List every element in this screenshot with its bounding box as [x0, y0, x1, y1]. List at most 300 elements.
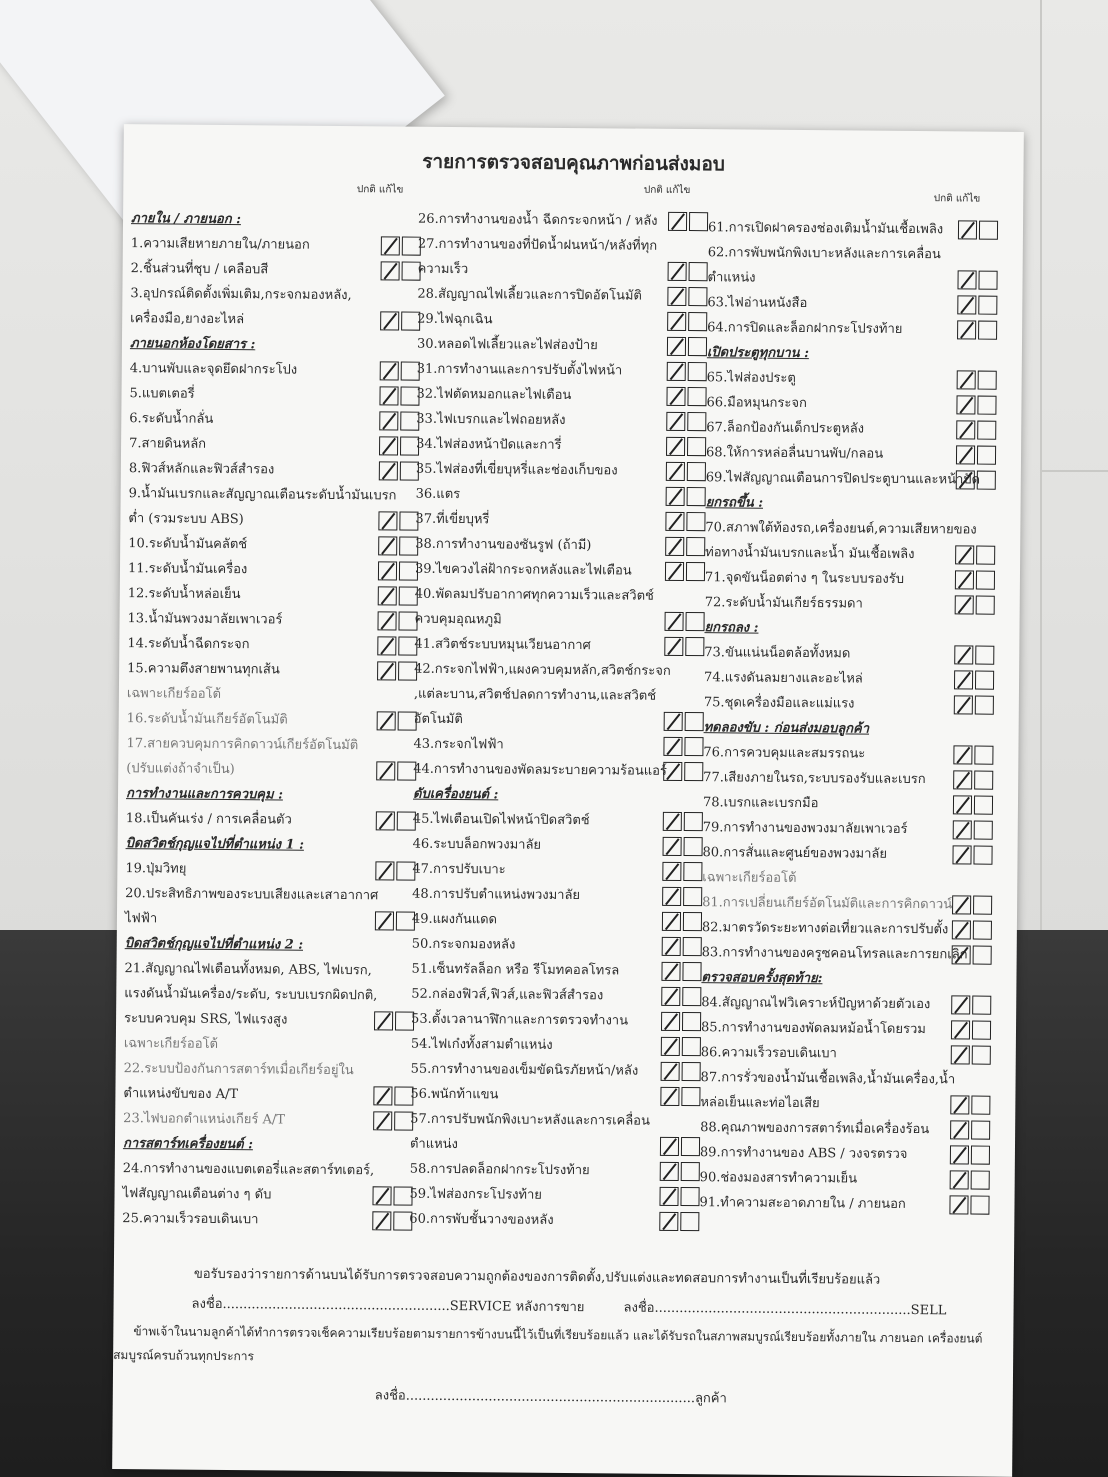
normal-checkbox[interactable] — [663, 737, 682, 756]
fix-checkbox[interactable] — [976, 596, 995, 615]
fix-checkbox[interactable] — [686, 537, 705, 556]
checkbox-pair — [956, 420, 996, 439]
normal-checkbox[interactable] — [957, 320, 976, 339]
fix-checkbox[interactable] — [687, 487, 706, 506]
checklist-item-text: 72.ระดับน้ำมันเกียร์ธรรมดา — [704, 595, 863, 612]
checkbox-pair — [956, 445, 996, 464]
checklist-item-text: ไฟฟ้า — [124, 911, 158, 927]
normal-checkbox[interactable] — [951, 1020, 970, 1039]
checklist-item-text: 53.ตั้งเวลานาฬิกาและการตรวจทำงาน — [411, 1011, 629, 1029]
checklist-item — [126, 731, 416, 759]
fix-checkbox[interactable] — [680, 1212, 699, 1231]
fix-checkbox[interactable] — [686, 512, 705, 531]
fix-checkbox[interactable] — [681, 1137, 700, 1156]
checkbox-pair — [953, 820, 993, 839]
fix-checkbox[interactable] — [972, 1021, 991, 1040]
fix-checkbox[interactable] — [979, 221, 998, 240]
normal-checkbox[interactable] — [956, 470, 975, 489]
normal-checkbox[interactable] — [659, 1187, 678, 1206]
normal-checkbox[interactable] — [952, 845, 971, 864]
normal-checkbox[interactable] — [952, 920, 971, 939]
checklist-item-text: 56.พนักท้าแขน — [410, 1086, 499, 1103]
checklist-item — [708, 215, 998, 243]
checklist-item — [124, 1006, 414, 1034]
normal-checkbox[interactable] — [951, 1045, 970, 1064]
normal-checkbox[interactable] — [954, 645, 973, 664]
fix-checkbox[interactable] — [975, 696, 994, 715]
checklist-item-text: 82.มาตรวัดระยะทางต่อเที่ยวและการปรับตั้ง — [701, 920, 949, 938]
checklist-item — [130, 281, 420, 309]
normal-checkbox[interactable] — [957, 370, 976, 389]
checklist-item-text: 50.กระจกมองหลัง — [411, 936, 516, 953]
normal-checkbox[interactable] — [666, 487, 685, 506]
fix-checkbox[interactable] — [974, 746, 993, 765]
normal-checkbox[interactable] — [377, 711, 396, 730]
normal-checkbox[interactable] — [662, 887, 681, 906]
fix-checkbox[interactable] — [688, 337, 707, 356]
checklist-item-text: 70.สภาพใต้ท้องรถ,เครื่องยนต์,ความเสียหายของ — [705, 520, 977, 538]
checklist-item-text: 86.ความเร็วรอบเดินเบา — [700, 1045, 837, 1062]
checklist-item-text: เครื่องมือ,ยางอะไหล่ — [130, 311, 245, 328]
normal-checkbox[interactable] — [665, 537, 684, 556]
normal-checkbox[interactable] — [662, 862, 681, 881]
checklist-item-text: 31.การทำงานและการปรับตั้งไฟหน้า — [416, 361, 623, 379]
checklist-item-text: 41.สวิตช์ระบบหมุนเวียนอากาศ — [414, 636, 591, 654]
checklist-item-text: 40.พัดลมปรับอากาศทุกความเร็วและสวิตช์ — [414, 586, 654, 604]
normal-checkbox[interactable] — [666, 437, 685, 456]
normal-checkbox[interactable] — [373, 1086, 392, 1105]
checklist-item-text: 58.การปลดล็อกฝากระโปรงท้าย — [409, 1161, 590, 1179]
checklist-item-text: 2.ชิ้นส่วนที่ชุบ / เคลือบสี — [130, 261, 269, 278]
normal-checkbox[interactable] — [666, 462, 685, 481]
section-heading-text: การทำงานและการควบคุม : — [125, 786, 283, 803]
checklist-item-text: 10.ระดับน้ำมันคลัตช์ — [128, 536, 248, 553]
normal-checkbox[interactable] — [379, 461, 398, 480]
fix-checkbox[interactable] — [680, 1187, 699, 1206]
checklist-item — [706, 465, 996, 493]
section-heading-text: ยกรถลง : — [704, 620, 759, 636]
fix-checkbox[interactable] — [977, 471, 996, 490]
checklist-item-text: เฉพาะเกียร์ออโต้ — [123, 1036, 219, 1052]
checklist-item — [704, 640, 994, 668]
checkbox-pair — [957, 370, 997, 389]
checklist-item-text: 80.การสั่นและศูนย์ของพวงมาลัย — [702, 845, 888, 862]
checklist-item-text: 37.ที่เขี่ยบุหรี่ — [415, 511, 490, 528]
normal-checkbox[interactable] — [953, 820, 972, 839]
fix-checkbox[interactable] — [973, 896, 992, 915]
checklist-item — [129, 481, 419, 509]
checkbox-pair — [952, 895, 992, 914]
fix-checkbox[interactable] — [978, 371, 997, 390]
normal-checkbox[interactable] — [957, 295, 976, 314]
checkbox-pair — [954, 645, 994, 664]
normal-checkbox[interactable] — [664, 712, 683, 731]
checklist-item — [123, 1156, 413, 1184]
checklist-item — [415, 532, 705, 560]
section-heading-text: เปิดประตูทุกบาน : — [706, 345, 809, 362]
fix-checkbox[interactable] — [978, 271, 997, 290]
normal-checkbox[interactable] — [378, 561, 397, 580]
checkbox-pair — [663, 762, 703, 781]
checklist-item-text: ตำแหน่ง — [409, 1136, 458, 1153]
fix-checkbox[interactable] — [975, 671, 994, 690]
checklist-item-text: 9.น้ำมันเบรกและสัญญาณเตือนระดับน้ำมันเบรก — [128, 486, 397, 504]
normal-checkbox[interactable] — [377, 611, 396, 630]
checklist-item-text: เฉพาะเกียร์ออโต้ — [126, 686, 222, 702]
checklist-item — [417, 307, 707, 335]
normal-checkbox[interactable] — [376, 811, 395, 830]
checkbox-pair — [665, 512, 705, 531]
fix-checkbox[interactable] — [685, 612, 704, 631]
checkbox-pair — [951, 1045, 991, 1064]
normal-checkbox[interactable] — [661, 1012, 680, 1031]
normal-checkbox[interactable] — [373, 1111, 392, 1130]
checkbox-pair — [378, 561, 418, 580]
checklist-item — [411, 1057, 701, 1085]
checklist-item — [131, 256, 421, 284]
checkbox-pair — [664, 712, 704, 731]
tile-line — [1040, 470, 1108, 472]
checklist-item — [704, 690, 994, 718]
normal-checkbox[interactable] — [372, 1211, 391, 1230]
section-heading-text: ดับเครื่องยนต์ : — [412, 786, 499, 803]
fix-checkbox[interactable] — [688, 362, 707, 381]
checkbox-pair — [666, 437, 706, 456]
fix-checkbox[interactable] — [975, 646, 994, 665]
fix-checkbox[interactable] — [971, 1171, 990, 1190]
normal-checkbox[interactable] — [667, 312, 686, 331]
normal-checkbox[interactable] — [955, 545, 974, 564]
fix-checkbox[interactable] — [970, 1196, 989, 1215]
normal-checkbox[interactable] — [663, 762, 682, 781]
normal-checkbox[interactable] — [950, 1145, 969, 1164]
checklist-item — [416, 457, 706, 485]
checklist-item — [701, 1040, 991, 1068]
section-heading — [125, 831, 415, 859]
fix-checkbox[interactable] — [681, 1087, 700, 1106]
normal-checkbox[interactable] — [667, 337, 686, 356]
normal-checkbox[interactable] — [661, 1062, 680, 1081]
fix-checkbox[interactable] — [973, 846, 992, 865]
checklist-item-text: 68.ให้การหล่อลื่นบานพับ/กลอน — [705, 445, 884, 462]
checklist-item — [704, 665, 994, 693]
normal-checkbox[interactable] — [664, 612, 683, 631]
checkbox-pair — [662, 912, 702, 931]
checklist-item — [413, 757, 703, 785]
normal-checkbox[interactable] — [955, 595, 974, 614]
checkbox-pair — [957, 320, 997, 339]
section-heading — [705, 490, 995, 518]
checkbox-pair — [662, 937, 702, 956]
checklist-item — [125, 881, 415, 909]
checklist-item-text: หล่อเย็นและท่อไอเสีย — [700, 1095, 820, 1112]
normal-checkbox[interactable] — [661, 1037, 680, 1056]
checklist-item — [707, 365, 997, 393]
checklist-item-text: 62.การพับพนักพิงเบาะหลังและการเคลื่อน — [707, 245, 941, 263]
fix-checkbox[interactable] — [972, 996, 991, 1015]
section-heading — [126, 781, 416, 809]
fix-checkbox[interactable] — [978, 296, 997, 315]
checklist-item — [703, 765, 993, 793]
checklist-item-text: ต่ำ (รวมระบบ ABS) — [128, 511, 244, 528]
fix-checkbox[interactable] — [687, 437, 706, 456]
fix-checkbox[interactable] — [974, 796, 993, 815]
fix-checkbox[interactable] — [683, 887, 702, 906]
fix-checkbox[interactable] — [971, 1121, 990, 1140]
normal-checkbox[interactable] — [660, 1087, 679, 1106]
normal-checkbox[interactable] — [668, 262, 687, 281]
fix-checkbox[interactable] — [682, 962, 701, 981]
normal-checkbox[interactable] — [666, 387, 685, 406]
checklist-item-text: 79.การทำงานของพวงมาลัยเพาเวอร์ — [702, 820, 908, 837]
checklist-item-text: 49.แผงกันแดด — [411, 911, 498, 928]
normal-checkbox[interactable] — [950, 1120, 969, 1139]
normal-checkbox[interactable] — [958, 220, 977, 239]
normal-checkbox[interactable] — [957, 270, 976, 289]
normal-checkbox[interactable] — [661, 987, 680, 1006]
checklist-item-text: 55.การทำงานของเข็มขัดนิรภัยหน้า/หลัง — [410, 1061, 639, 1079]
checklist-item — [706, 415, 996, 443]
checkbox-pair — [951, 995, 991, 1014]
checklist-item-text: 33.ไฟเบรกและไฟถอยหลัง — [416, 411, 566, 428]
checklist-item-text: 88.คุณภาพของการสตาร์ทเมื่อเครื่องร้อน — [700, 1120, 930, 1138]
checkbox-pair — [666, 412, 706, 431]
fix-checkbox[interactable] — [689, 262, 708, 281]
normal-checkbox[interactable] — [956, 395, 975, 414]
checklist-item-text: 60.การพับชั้นวางของหลัง — [409, 1211, 554, 1228]
checklist-item — [127, 706, 417, 734]
normal-checkbox[interactable] — [663, 812, 682, 831]
checklist-item-text: 21.สัญญาณไฟเตือนทั้งหมด, ABS, ไฟเบรก, — [124, 961, 372, 979]
checklist-item — [411, 1032, 701, 1060]
checklist-item — [699, 1190, 989, 1218]
checklist-item — [413, 807, 703, 835]
normal-checkbox[interactable] — [954, 670, 973, 689]
inspection-checklist-sheet — [112, 124, 1024, 1477]
normal-checkbox[interactable] — [956, 420, 975, 439]
column-1 — [122, 180, 421, 1233]
normal-checkbox[interactable] — [379, 411, 398, 430]
checklist-item — [702, 940, 992, 968]
fix-checkbox[interactable] — [977, 396, 996, 415]
fix-checkbox[interactable] — [971, 1146, 990, 1165]
normal-checkbox[interactable] — [949, 1195, 968, 1214]
fix-checkbox[interactable] — [687, 462, 706, 481]
checklist-item — [700, 1165, 990, 1193]
fix-checkbox[interactable] — [684, 812, 703, 831]
normal-checkbox[interactable] — [663, 837, 682, 856]
checklist-item-text: 81.การเปลี่ยนเกียร์อัตโนมัติและการคิกดาวน์ — [702, 895, 953, 913]
checklist-item-text: 74.แรงดันลมยางและอะไหล่ — [704, 670, 863, 687]
normal-checkbox[interactable] — [953, 795, 972, 814]
checklist-item-text: 43.กระจกไฟฟ้า — [413, 736, 504, 753]
normal-checkbox[interactable] — [666, 412, 685, 431]
fix-checkbox[interactable] — [688, 287, 707, 306]
checkbox-pair — [667, 337, 707, 356]
column-2 — [409, 181, 708, 1234]
normal-checkbox[interactable] — [376, 761, 395, 780]
normal-checkbox[interactable] — [659, 1212, 678, 1231]
normal-checkbox[interactable] — [660, 1137, 679, 1156]
checklist-item-text: ,แต่ละบาน,สวิตช์ปลดการทำงาน,และสวิตช์ — [413, 686, 657, 704]
normal-checkbox[interactable] — [379, 436, 398, 455]
fix-checkbox[interactable] — [684, 762, 703, 781]
fix-checkbox[interactable] — [682, 1062, 701, 1081]
fix-checkbox[interactable] — [681, 1162, 700, 1181]
fix-checkbox[interactable] — [978, 321, 997, 340]
normal-checkbox[interactable] — [952, 945, 971, 964]
checklist-item — [127, 656, 417, 684]
normal-checkbox[interactable] — [381, 236, 400, 255]
fix-checkbox[interactable] — [684, 837, 703, 856]
normal-checkbox[interactable] — [662, 937, 681, 956]
checklist-item-text: 78.เบรกและเบรกมือ — [702, 795, 819, 812]
fix-checkbox[interactable] — [682, 987, 701, 1006]
checkbox-pair — [381, 261, 421, 280]
normal-checkbox[interactable] — [665, 512, 684, 531]
normal-checkbox[interactable] — [952, 895, 971, 914]
checklist-item — [410, 1082, 700, 1110]
checklist-item — [129, 381, 419, 409]
column-3 — [699, 189, 998, 1217]
fix-checkbox[interactable] — [974, 771, 993, 790]
fix-checkbox[interactable] — [976, 546, 995, 565]
checklist-item — [127, 606, 417, 634]
normal-checkbox[interactable] — [377, 661, 396, 680]
fix-checkbox[interactable] — [973, 946, 992, 965]
checklist-item-text: 6.ระดับน้ำกลั่น — [129, 411, 214, 427]
checklist-item-text: 23.ไฟบอกตำแหน่งเกียร์ A/T — [123, 1111, 286, 1128]
checklist-item — [700, 1140, 990, 1168]
normal-checkbox[interactable] — [955, 570, 974, 589]
checkbox-pair — [952, 845, 992, 864]
normal-checkbox[interactable] — [665, 562, 684, 581]
normal-checkbox[interactable] — [956, 445, 975, 464]
fix-checkbox[interactable] — [683, 937, 702, 956]
section-heading — [701, 965, 991, 993]
normal-checkbox[interactable] — [662, 912, 681, 931]
fix-checkbox[interactable] — [973, 921, 992, 940]
checkbox-pair — [950, 1145, 990, 1164]
normal-checkbox[interactable] — [953, 745, 972, 764]
fix-checkbox[interactable] — [683, 862, 702, 881]
normal-checkbox[interactable] — [664, 637, 683, 656]
checklist-item-text: 27.การทำงานของที่ปัดน้ำฝนหน้า/หลังที่ทุก — [417, 236, 658, 254]
normal-checkbox[interactable] — [954, 695, 973, 714]
fix-checkbox[interactable] — [684, 737, 703, 756]
normal-checkbox[interactable] — [375, 861, 394, 880]
checkbox-pair — [668, 262, 708, 281]
checklist-item-text: 26.การทำงานของน้ำ ฉีดกระจกหน้า / หลัง — [418, 211, 658, 229]
normal-checkbox[interactable] — [379, 386, 398, 405]
checklist-item-text: อัตโนมัติ — [413, 711, 463, 728]
checklist-item-text: แรงดันน้ำมันเครื่อง/ระดับ, ระบบเบรกผิดปกติ, — [124, 986, 378, 1004]
normal-checkbox[interactable] — [378, 536, 397, 555]
fix-checkbox[interactable] — [682, 1037, 701, 1056]
checklist-item — [128, 531, 418, 559]
normal-checkbox[interactable] — [378, 511, 397, 530]
checkbox-pair — [953, 745, 993, 764]
checklist-item-text: 12.ระดับน้ำหล่อเย็น — [127, 586, 241, 603]
fix-checkbox[interactable] — [972, 1046, 991, 1065]
checklist-item — [703, 815, 993, 843]
checkbox-pair — [956, 470, 996, 489]
checklist-item-text: 29.ไฟฉุกเฉิน — [417, 311, 493, 328]
fix-checkbox[interactable] — [977, 446, 996, 465]
normal-checkbox[interactable] — [372, 1186, 391, 1205]
normal-checkbox[interactable] — [667, 287, 686, 306]
checkbox-pair — [663, 837, 703, 856]
normal-checkbox[interactable] — [661, 962, 680, 981]
normal-checkbox[interactable] — [380, 361, 399, 380]
fix-checkbox[interactable] — [686, 562, 705, 581]
fix-checkbox[interactable] — [685, 712, 704, 731]
checklist-item — [124, 956, 414, 984]
normal-checkbox[interactable] — [381, 261, 400, 280]
normal-checkbox[interactable] — [375, 911, 394, 930]
checklist-item-text: 4.บานพับและจุดยึดฝากระโปง — [129, 361, 298, 378]
normal-checkbox[interactable] — [377, 636, 396, 655]
normal-checkbox[interactable] — [951, 995, 970, 1014]
checklist-item — [410, 1157, 700, 1185]
checklist-item-text: 16.ระดับน้ำมันเกียร์อัตโนมัติ — [126, 711, 288, 728]
checkbox-pair — [661, 1037, 701, 1056]
checkbox-pair — [377, 611, 417, 630]
section-heading — [125, 931, 415, 959]
normal-checkbox[interactable] — [668, 212, 687, 231]
checklist-item-text: 75.ชุดเครื่องมือและแม่แรง — [703, 695, 855, 712]
checkbox-pair — [375, 861, 415, 880]
checkbox-pair — [374, 1011, 414, 1030]
fix-checkbox[interactable] — [689, 212, 708, 231]
normal-checkbox[interactable] — [380, 311, 399, 330]
normal-checkbox[interactable] — [378, 586, 397, 605]
fix-checkbox[interactable] — [683, 912, 702, 931]
fix-checkbox[interactable] — [687, 412, 706, 431]
normal-checkbox[interactable] — [374, 1011, 393, 1030]
fix-checkbox[interactable] — [687, 387, 706, 406]
section-heading — [130, 331, 420, 359]
checkbox-pair — [662, 862, 702, 881]
fix-checkbox[interactable] — [685, 637, 704, 656]
checklist-item-text: 24.การทำงานของแบตเตอรี่และสตาร์ทเตอร์, — [122, 1161, 375, 1179]
fix-checkbox[interactable] — [971, 1096, 990, 1115]
fix-checkbox[interactable] — [976, 571, 995, 590]
fix-checkbox[interactable] — [682, 1012, 701, 1031]
checklist-item — [415, 557, 705, 585]
checklist-item — [707, 315, 997, 343]
normal-checkbox[interactable] — [660, 1162, 679, 1181]
normal-checkbox[interactable] — [950, 1095, 969, 1114]
fix-checkbox[interactable] — [974, 821, 993, 840]
checklist-item-text: 11.ระดับน้ำมันเครื่อง — [127, 561, 248, 578]
fix-checkbox[interactable] — [688, 312, 707, 331]
checklist-item — [416, 482, 706, 510]
normal-checkbox[interactable] — [953, 770, 972, 789]
checklist-item — [124, 1031, 414, 1059]
normal-checkbox[interactable] — [667, 362, 686, 381]
checkbox-pair — [379, 436, 419, 455]
checklist-item — [412, 857, 702, 885]
checklist-item — [707, 290, 997, 318]
checklist-item — [126, 756, 416, 784]
normal-checkbox[interactable] — [950, 1170, 969, 1189]
checklist-item-text: ท่อทางน้ำมันเบรกและน้ำ มันเชื้อเพลิง — [705, 545, 915, 563]
fix-checkbox[interactable] — [977, 421, 996, 440]
checkbox-pair — [953, 770, 993, 789]
checkbox-pair — [955, 570, 995, 589]
checklist-item — [705, 590, 995, 618]
